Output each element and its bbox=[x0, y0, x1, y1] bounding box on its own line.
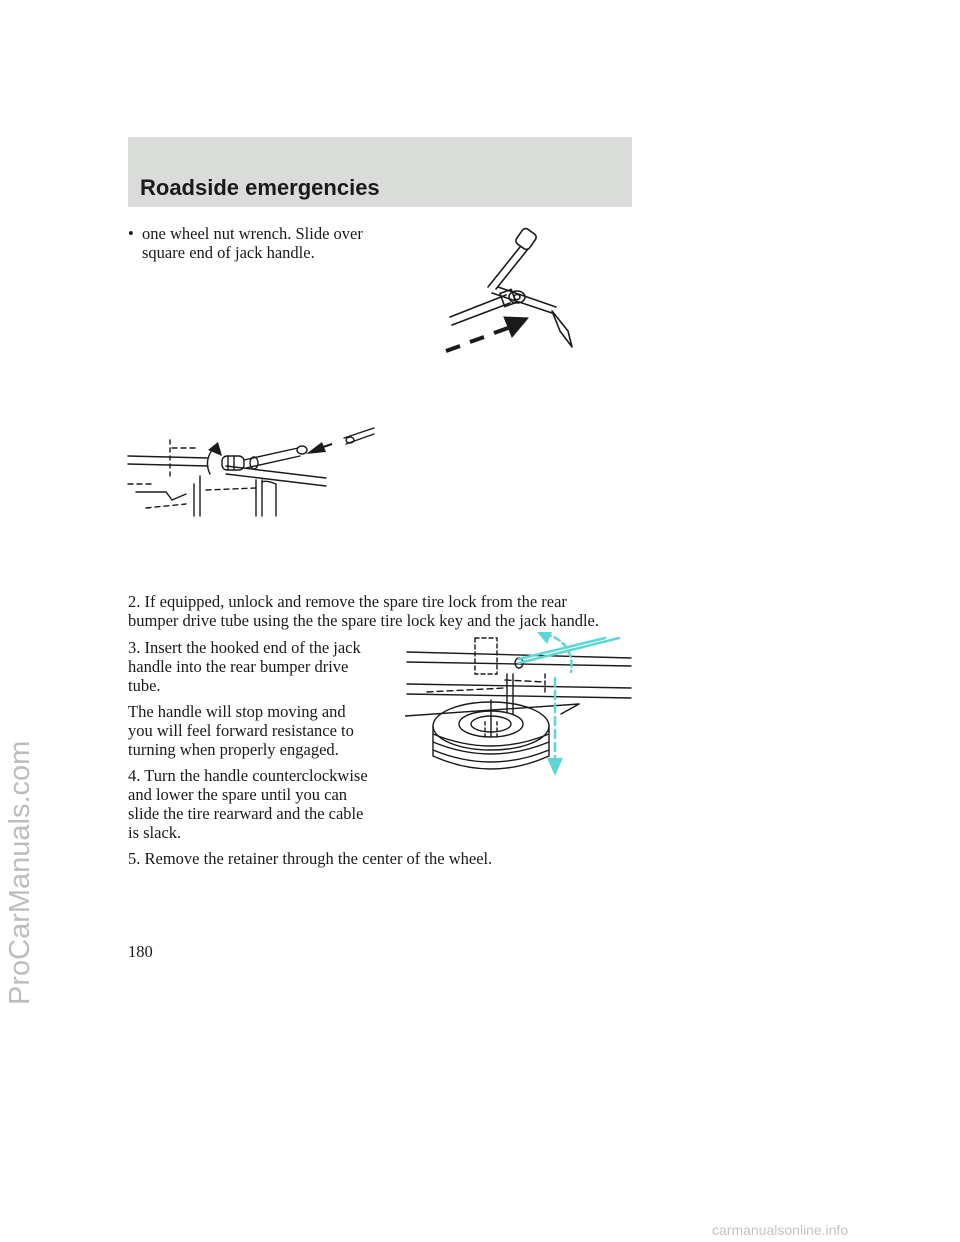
bullet-line: square end of jack handle. bbox=[142, 243, 315, 262]
spare-tire-illustration bbox=[405, 632, 635, 780]
step4-line: 4. Turn the handle counterclockwise bbox=[128, 766, 368, 785]
step5-line: 5. Remove the retainer through the center of the wheel. bbox=[128, 849, 493, 868]
note-line: The handle will stop moving and bbox=[128, 702, 346, 721]
step4-line: slide the tire rearward and the cable bbox=[128, 804, 364, 823]
step3-line: tube. bbox=[128, 676, 161, 695]
bumper-drive-tube-illustration bbox=[126, 420, 376, 520]
note-line: you will feel forward resistance to bbox=[128, 721, 354, 740]
bullet-line: one wheel nut wrench. Slide over bbox=[142, 224, 363, 243]
note-line: turning when properly engaged. bbox=[128, 740, 339, 759]
step4-line: is slack. bbox=[128, 823, 182, 842]
step3-line: handle into the rear bumper drive bbox=[128, 657, 349, 676]
step2-line: bumper drive tube using the the spare tire lock key and the jack handle. bbox=[128, 611, 600, 630]
step3-line: 3. Insert the hooked end of the jack bbox=[128, 638, 361, 657]
page-number: 180 bbox=[128, 942, 153, 961]
watermark-bottom: carmanualsonline.info bbox=[712, 1222, 849, 1238]
step2-line: 2. If equipped, unlock and remove the spare tire lock from the rear bbox=[128, 592, 567, 611]
bullet-marker: • bbox=[128, 224, 134, 243]
section-title: Roadside emergencies bbox=[140, 175, 380, 200]
watermark-left: ProCarManuals.com bbox=[4, 740, 36, 1005]
section-header bbox=[128, 137, 632, 207]
wrench-illustration bbox=[440, 225, 600, 365]
step4-line: and lower the spare until you can bbox=[128, 785, 348, 804]
